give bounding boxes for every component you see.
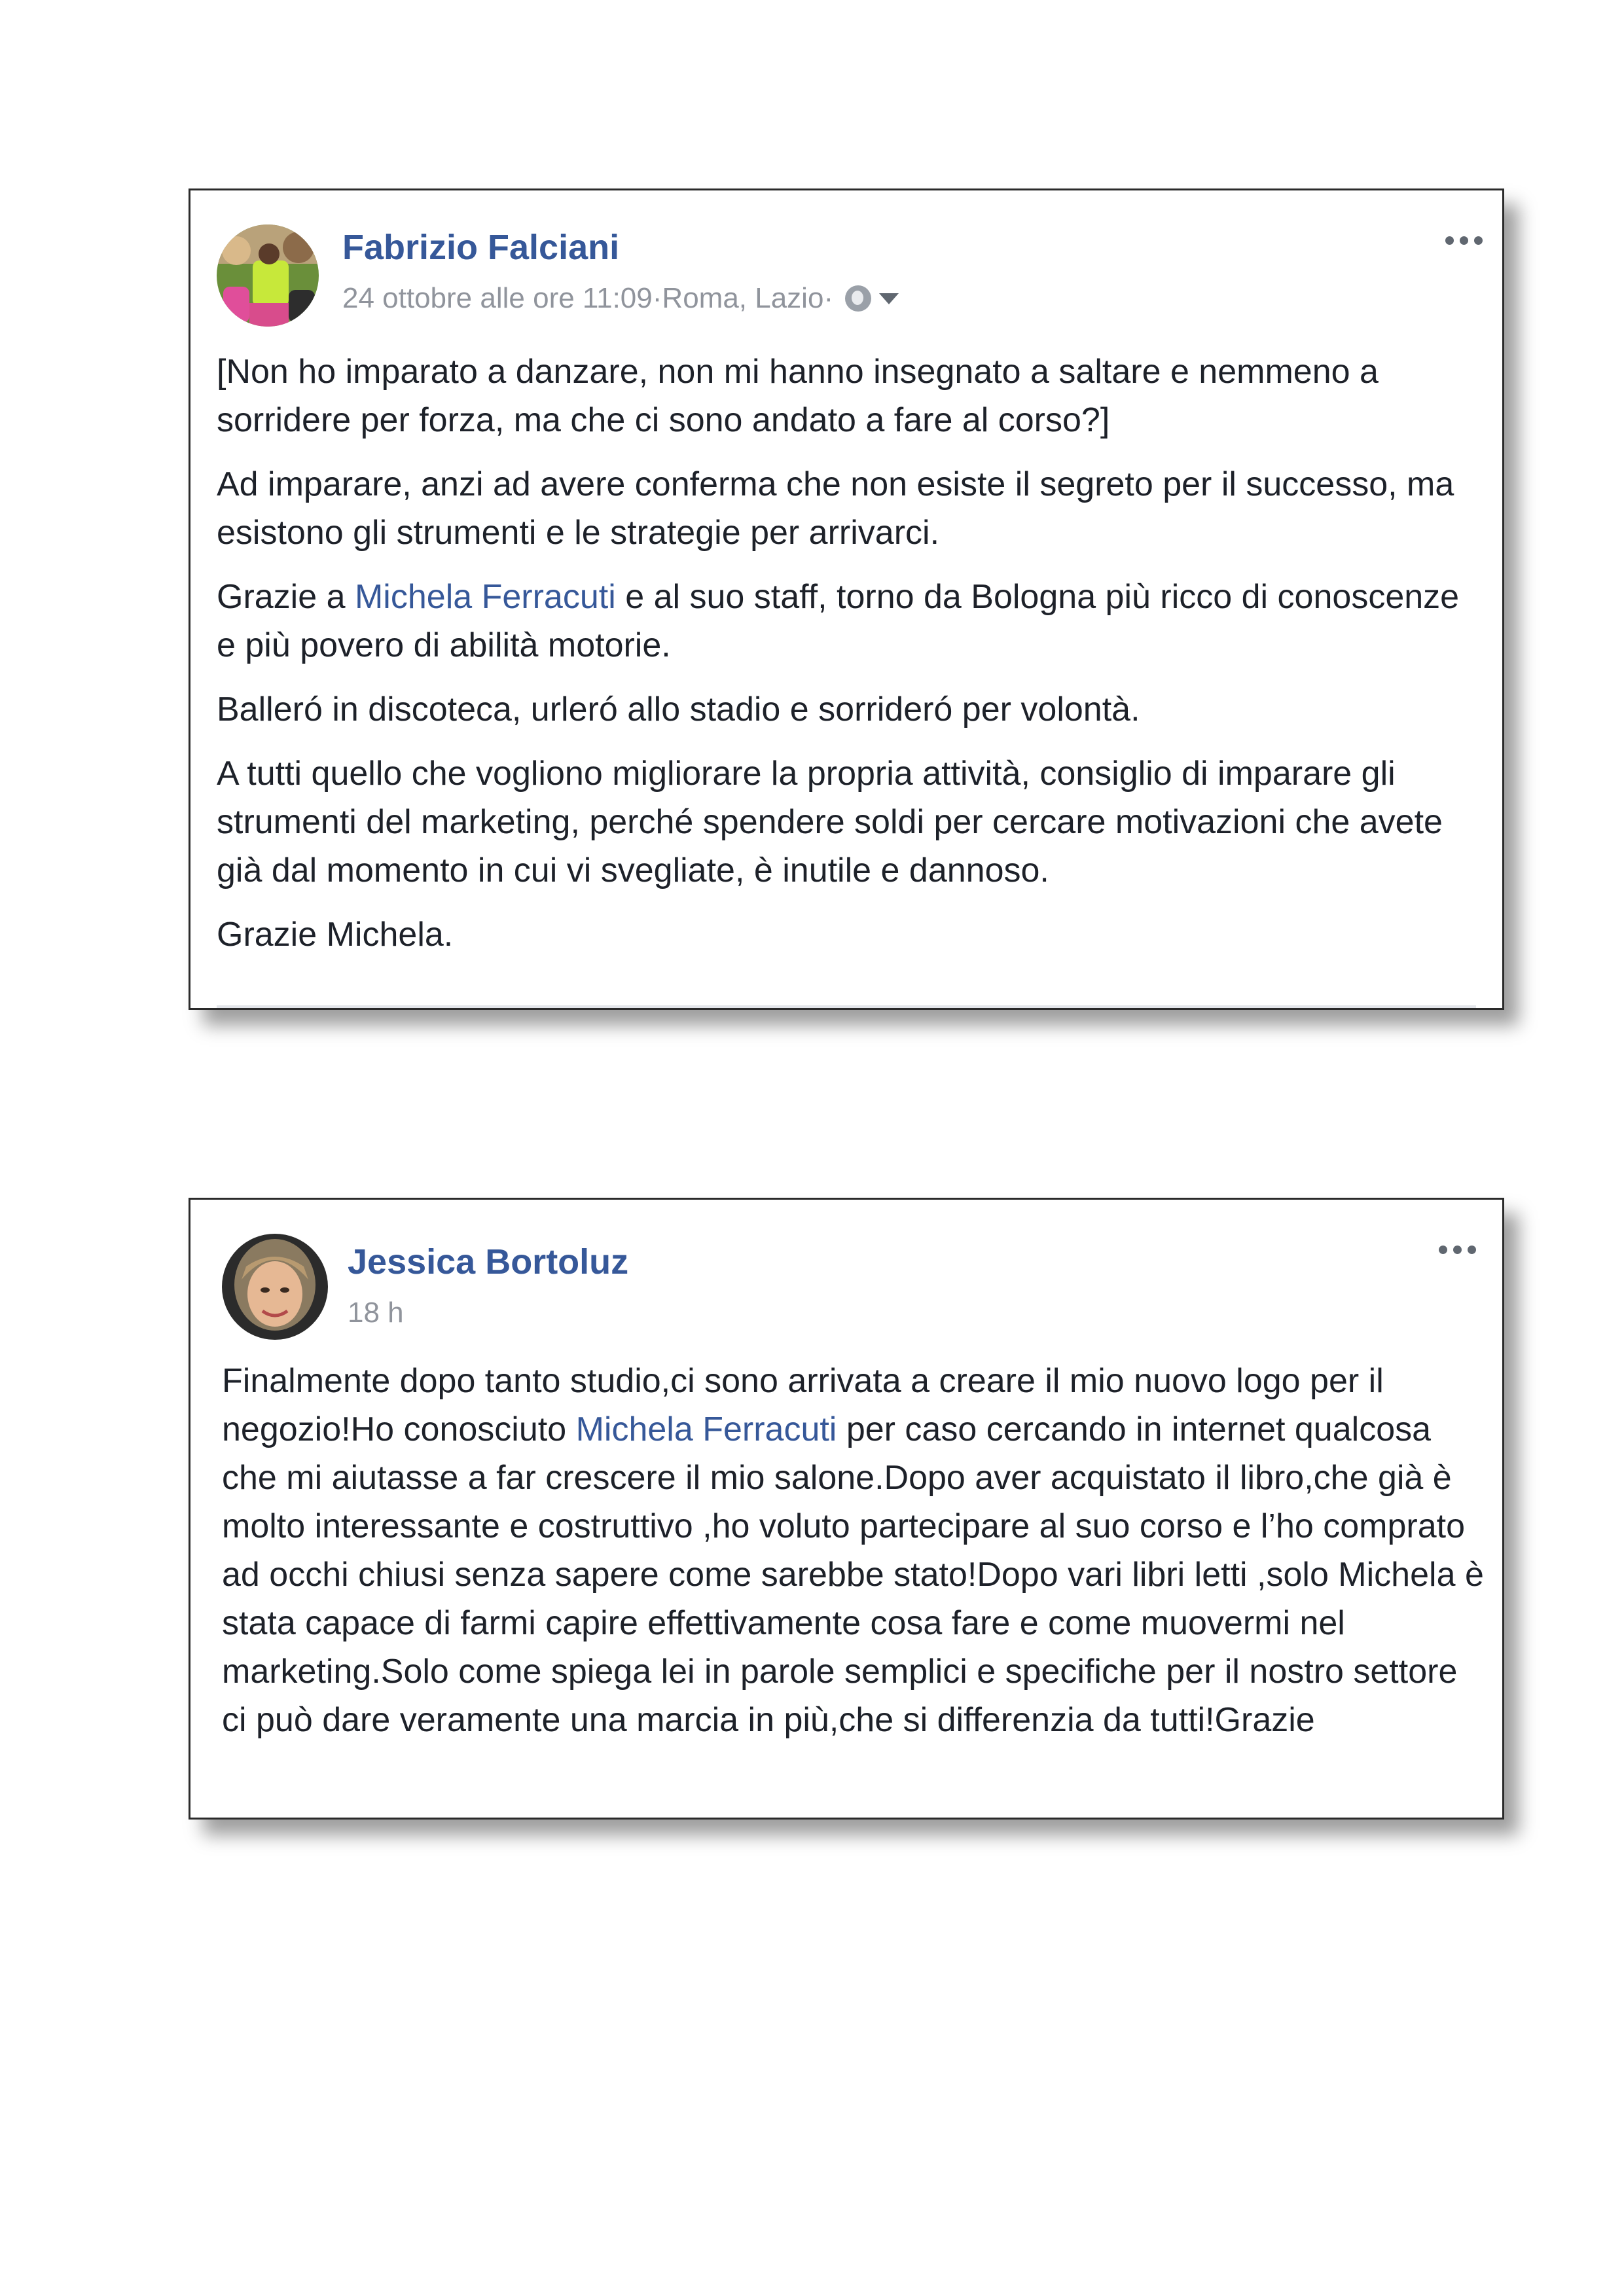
more-options-icon (1453, 1246, 1462, 1254)
post-meta (348, 1297, 404, 1329)
avatar-photo (217, 224, 319, 327)
post-text (222, 1357, 1485, 1760)
text-fragment: Finalmente dopo tanto studio,ci sono arrivata a creare il mio nuovo logo per il negozio!Ho conosciuto (222, 1362, 1384, 1448)
author-name[interactable]: Jessica Bortoluz (348, 1242, 629, 1282)
more-options-icon (1460, 236, 1468, 245)
text-fragment: Grazie a (217, 578, 355, 616)
post-paragraph: [Non ho imparato a danzare, non mi hanno insegnato a saltare e nemmeno a sorridere per forza, ma che ci sono andato a fare al corso?] (217, 353, 1379, 439)
avatar-photo (222, 1234, 328, 1340)
divider (217, 1005, 1476, 1008)
meta-separator: · (823, 282, 834, 314)
avatar[interactable] (217, 224, 319, 327)
meta-separator: · (652, 282, 662, 314)
globe-icon (845, 285, 871, 312)
text-fragment: e al suo staff, torno da Bologna più ricco di conoscenze e più povero di abilità motorie. (217, 578, 1460, 664)
text-fragment: per caso cercando in internet qualcosa che mi aiutasse a far crescere il mio salone.Dopo aver acquistato il libro,che già è molto interessante e costruttivo ,ho voluto partecipare al suo corso e l’ho comprato ad occhi chiusi senza sapere come sarebbe stato!Dopo vari libri letti ,solo Michela è stata capace di farmi capire effettivamente cosa fare e come muovermi nel marketing.Solo come spiega lei in parole semplici e specifiche per il nostro settore ci può dare veramente una marcia in più,che si differenzia da tutti!Grazie (222, 1410, 1484, 1739)
chevron-down-icon[interactable] (879, 293, 899, 304)
mention-link[interactable]: Michela Ferracuti (354, 578, 616, 616)
post-timestamp[interactable]: 24 ottobre alle ore 11:09 (342, 282, 653, 314)
post-paragraph: Balleró in discoteca, urleró allo stadio e sorrideró per volontà. (217, 691, 1140, 728)
avatar[interactable] (222, 1234, 328, 1340)
post-paragraph (222, 1357, 1485, 1744)
post-meta (342, 282, 899, 315)
more-options-icon (1468, 1246, 1476, 1254)
more-options-icon (1474, 236, 1483, 245)
more-options-icon (1439, 1246, 1447, 1254)
post-card (189, 1198, 1504, 1820)
post-paragraph (217, 573, 1487, 670)
more-options-button[interactable] (1432, 1239, 1483, 1261)
post-location[interactable]: Roma, Lazio (662, 282, 824, 314)
post-paragraph: A tutti quello che vogliono migliorare la propria attività, consiglio di imparare gli strumenti del marketing, perché spendere soldi per cercare motivazioni che avete già dal momento in cui vi svegliate, è inutile e dannoso. (217, 755, 1443, 889)
post-text (217, 348, 1487, 975)
post-paragraph: Ad imparare, anzi ad avere conferma che non esiste il segreto per il successo, ma esistono gli strumenti e le strategie per arrivarci. (217, 465, 1454, 552)
more-options-icon (1445, 236, 1454, 245)
more-options-button[interactable] (1439, 230, 1489, 251)
post-paragraph: Grazie Michela. (217, 916, 454, 954)
post-card (189, 188, 1504, 1010)
mention-link[interactable]: Michela Ferracuti (575, 1410, 837, 1448)
post-timestamp[interactable]: 18 h (348, 1297, 404, 1329)
author-name[interactable]: Fabrizio Falciani (342, 228, 620, 267)
